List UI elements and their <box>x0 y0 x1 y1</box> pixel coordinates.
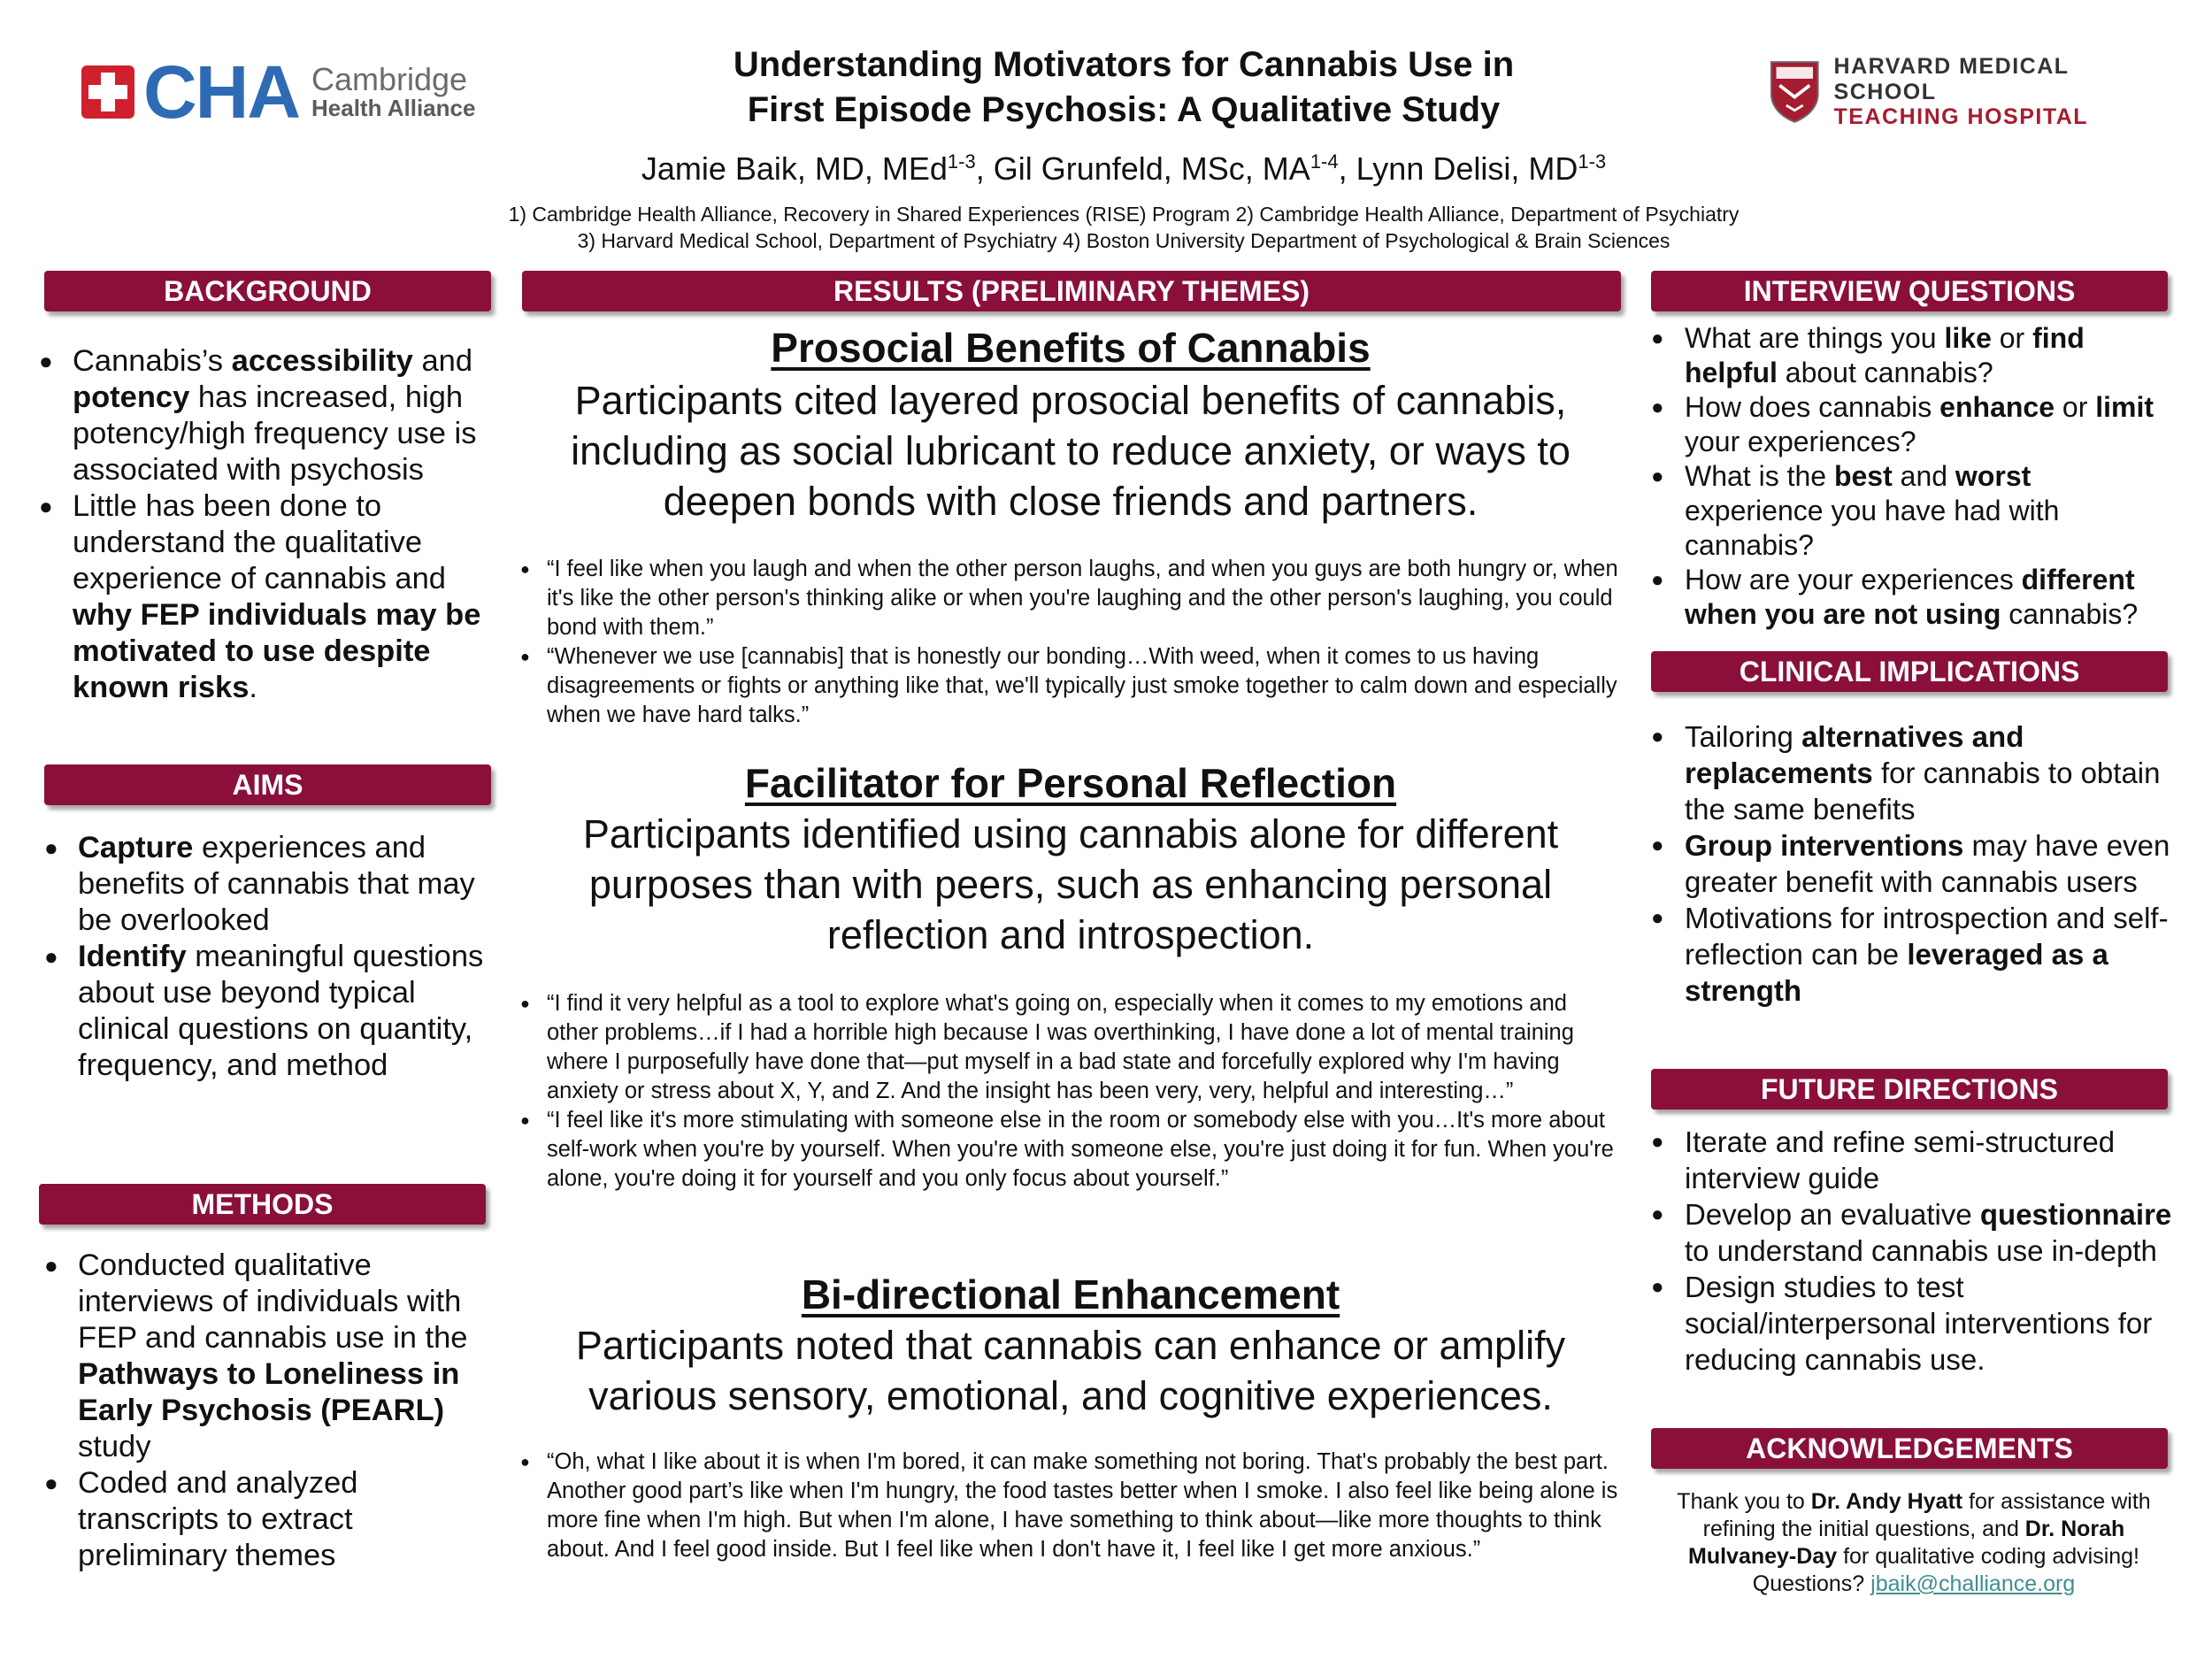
theme-3-title: Bi-directional Enhancement <box>801 1271 1340 1317</box>
list-item: ● Capture experiences and benefits of cannabis that may be overlooked <box>44 830 492 939</box>
quote-item: ● “I feel like it's more stimulating with someone else in the room or somebody else with you…It's more about self-work when you're by yourself. When you're with someone else, you're just doing it for fun. When you're alone, you're doing it for yourself and you only focus about yourself.” <box>520 1106 1622 1194</box>
theme-3-quotes <box>520 1448 1622 1564</box>
theme-3-summary: Participants noted that cannabis can enhance or amplify various sensory, emotional, and cognitive experiences. <box>575 1323 1566 1418</box>
future-directions-heading: FUTURE DIRECTIONS <box>1651 1069 2168 1110</box>
cha-logo-line1: Cambridge <box>311 61 468 98</box>
theme-2-quotes <box>520 989 1622 1194</box>
interview-questions-heading: INTERVIEW QUESTIONS <box>1651 271 2168 311</box>
methods-list <box>44 1248 492 1574</box>
future-directions-list <box>1651 1124 2173 1378</box>
quote-item: ● “I find it very helpful as a tool to explore what's going on, especially when it comes to my emotions and other problems…if I had a horrible high because I was overthinking, I have done a lot of mental training where I purposefully have done that—put myself in a bad state and forcefully explored why I'm having anxiety or stress about X, Y, and Z. And the insight has been very, very, helpful and interesting…” <box>520 989 1622 1106</box>
list-item: ● Identify meaningful questions about use beyond typical clinical questions on quantity, frequency, and method <box>44 939 492 1084</box>
cha-logo-line2: Health Alliance <box>311 95 476 122</box>
author-name: Gil Grunfeld, MSc, MA <box>993 150 1310 187</box>
hms-logo-line2: TEACHING HOSPITAL <box>1833 104 2089 130</box>
quote-item: ● “Whenever we use [cannabis] that is honestly our bonding…With weed, when it comes to us having disagreements or fights or anything like that, we'll typically just smoke together to calm down and especially when we have hard talks.” <box>520 642 1622 730</box>
affiliation-line-1: 1) Cambridge Health Alliance, Recovery in Shared Experiences (RISE) Program 2) Cambridge Health Alliance, Department of Psychiatry <box>508 203 1740 226</box>
affiliations <box>425 202 1823 255</box>
list-item: ● Coded and analyzed transcripts to extract preliminary themes <box>44 1465 492 1574</box>
author-affiliation: 1-4 <box>1310 150 1339 173</box>
title-line-2: First Episode Psychosis: A Qualitative Study <box>747 90 1501 130</box>
title-line-1: Understanding Motivators for Cannabis Use in <box>733 45 1515 84</box>
hms-logo-line1: HARVARD MEDICAL SCHOOL <box>1833 53 2070 104</box>
background-heading: BACKGROUND <box>44 271 491 311</box>
cha-logo-mark: CHA <box>143 50 299 134</box>
list-item: ● How does cannabis enhance or limit your experiences? <box>1651 390 2173 459</box>
clinical-implications-list <box>1651 718 2173 1009</box>
list-item: ● What are things you like or find helpful about cannabis? <box>1651 321 2173 390</box>
contact-email-link[interactable]: jbaik@challiance.org <box>1870 1571 2076 1596</box>
list-item: ● Group interventions may have even greater benefit with cannabis users <box>1651 827 2173 900</box>
methods-heading: METHODS <box>39 1184 486 1225</box>
author-name: Lynn Delisi, MD <box>1356 150 1578 187</box>
theme-2-title: Facilitator for Personal Reflection <box>744 760 1397 806</box>
aims-heading: AIMS <box>44 764 491 805</box>
quote-item: ● “Oh, what I like about it is when I'm bored, it can make something not boring. That's probably the best part. Another good part’s like when I'm hungry, the food tastes better when I smoke. I also feel like being alone is more fine when I'm high. But when I'm alone, I have something to think about—like more thoughts to think about. And I feel good inside. But I feel like when I don't have it, I feel like I get more anxious.” <box>520 1448 1622 1564</box>
list-item: ● How are your experiences different when you are not using cannabis? <box>1651 563 2173 632</box>
list-item: ● Conducted qualitative interviews of individuals with FEP and cannabis use in the Pathways to Loneliness in Early Psychosis (PEARL) study <box>44 1248 492 1465</box>
author-affiliation: 1-3 <box>1578 150 1607 173</box>
aims-list <box>44 830 492 1084</box>
acknowledgements-heading: ACKNOWLEDGEMENTS <box>1651 1428 2168 1469</box>
results-heading: RESULTS (PRELIMINARY THEMES) <box>522 271 1621 311</box>
cha-logo <box>81 50 506 134</box>
acknowledged-person: Dr. Andy Hyatt <box>1810 1489 1963 1514</box>
theme-1-quotes <box>520 555 1622 730</box>
list-item: ● Design studies to test social/interpersonal interventions for reducing cannabis use. <box>1651 1269 2173 1378</box>
clinical-implications-heading: CLINICAL IMPLICATIONS <box>1651 651 2168 692</box>
interview-questions-list <box>1651 321 2173 632</box>
hms-logo <box>1770 53 2159 130</box>
list-item: ● Iterate and refine semi-structured interview guide <box>1651 1124 2173 1196</box>
author-affiliation: 1-3 <box>947 150 976 173</box>
list-item: ● Develop an evaluative questionnaire to understand cannabis use in-depth <box>1651 1196 2173 1269</box>
list-item: ● Little has been done to understand the qualitative experience of cannabis and why FEP individuals may be motivated to use despite known risks. <box>39 488 492 706</box>
background-list <box>39 343 492 706</box>
theme-1-summary: Participants cited layered prosocial benefits of cannabis, including as social lubricant to reduce anxiety, or ways to deepen bonds with close friends and partners. <box>571 378 1571 524</box>
acknowledged-person: Dr. Norah Mulvaney-Day <box>1688 1517 2125 1569</box>
list-item: ● Motivations for introspection and self-reflection can be leveraged as a strength <box>1651 900 2173 1009</box>
theme-2-summary: Participants identified using cannabis alone for different purposes than with peers, such as enhancing personal reflection and introspection. <box>582 811 1559 957</box>
affiliation-line-2: 3) Harvard Medical School, Department of Psychiatry 4) Boston University Department of Psychological & Brain Sciences <box>577 228 1671 252</box>
harvard-shield-icon <box>1770 58 1820 126</box>
theme-1-title: Prosocial Benefits of Cannabis <box>771 325 1371 371</box>
acknowledgements-text: Thank you to Dr. Andy Hyatt for assistance with refining the initial questions, and Dr. Norah Mulvaney-Day for qualitative coding advising! Questions? jbaik@challiance.org <box>1677 1489 2151 1596</box>
author-name: Jamie Baik, MD, MEd <box>641 150 948 187</box>
quote-item: ● “I feel like when you laugh and when the other person laughs, and when you guys are both hungry or, when it's like the other person's thinking alike or when you're laughing and the other person's laughing, you could bond with them.” <box>520 555 1622 642</box>
list-item: ● Cannabis’s accessibility and potency has increased, high potency/high frequency use is associated with psychosis <box>39 343 492 488</box>
poster-title <box>549 42 1699 133</box>
list-item: ● What is the best and worst experience you have had with cannabis? <box>1651 459 2173 563</box>
author-list: Jamie Baik, MD, MEd$^{1-3}$, Gil Grunfeld, MSc, MA$^{1-4}$, Lynn Delisi, MD$^{1-3}$ <box>641 150 1607 187</box>
list-item: ● Tailoring alternatives and replacements for cannabis to obtain the same benefits <box>1651 718 2173 827</box>
cha-cross-icon <box>81 65 134 119</box>
